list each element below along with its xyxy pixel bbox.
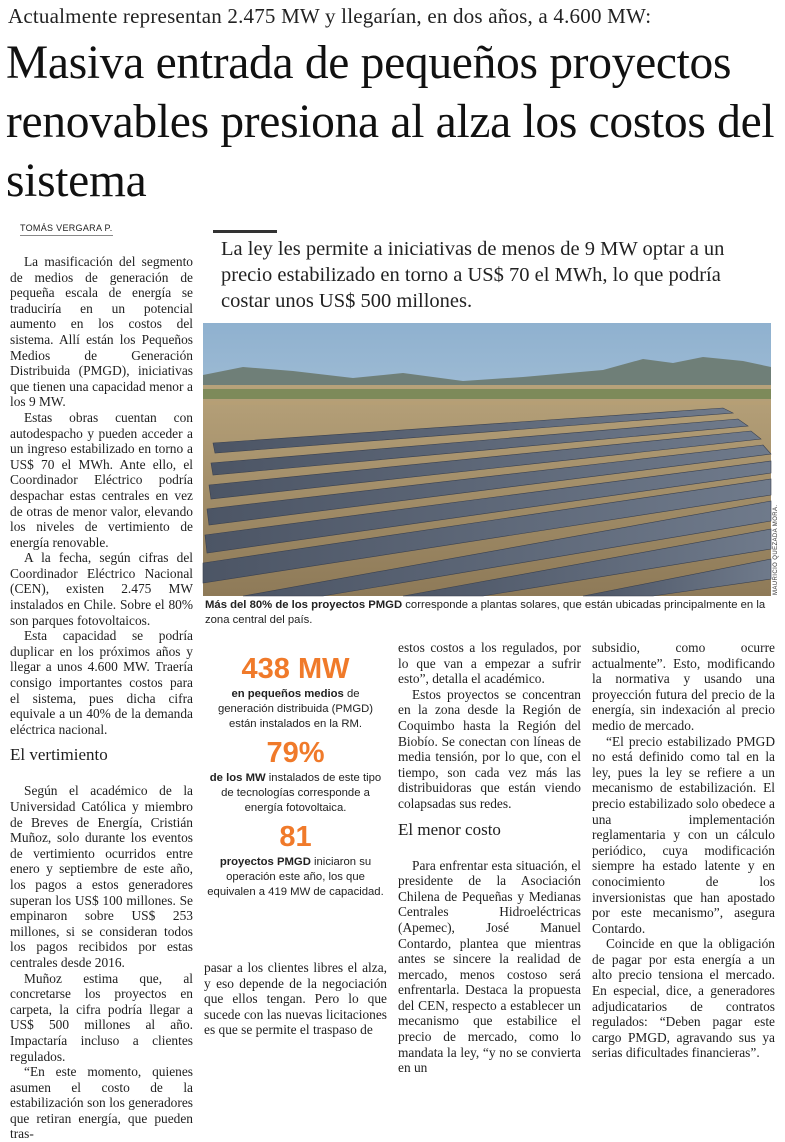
paragraph: estos costos a los regulados, por lo que van a empezar a sufrir esto”, detalla el académico. xyxy=(398,640,581,687)
paragraph: Estos proyectos se concentran en la zona desde la Región de Coquimbo hasta la Región del Biobío. Se conectan con líneas de media tensión, por lo que, con el tiempo, son cada vez más las distribuidoras que están viendo colapsadas sus redes. xyxy=(398,686,581,811)
photo-caption xyxy=(205,598,773,628)
fact-item xyxy=(204,820,387,900)
fact-figure: 438 MW xyxy=(241,653,350,685)
fact-description: proyectos PMGD iniciaron su operación este año, los que equivalen a 419 MW de capacidad. xyxy=(207,856,384,898)
section-heading: El vertimiento xyxy=(10,745,108,765)
caption-bold: Más del 80% de los proyectos PMGD xyxy=(205,599,403,611)
paragraph: Estas obras cuentan con autodespacho y pueden acceder a un ingreso estabilizado en torno a US$ 70 el MWh. Ante ello, el Coordinador Eléctrico podría despachar estas centrales en vez de otras de menor valor, elevando los niveles de vertimiento de energía renovable. xyxy=(10,409,193,550)
caption-text: corresponde a plantas solares, que están ubicadas principalmente en la zona central del país. xyxy=(205,599,766,626)
column-3 xyxy=(398,640,581,1076)
column-1 xyxy=(10,254,193,1142)
deck: La ley les permite a iniciativas de menos de 9 MW optar a un precio estabilizado en torno a US$ 70 el MWh, lo que podría costar unos US$ 500 millones. xyxy=(221,238,725,312)
fact-description: de los MW instalados de este tipo de tecnologías corresponde a energía fotovoltaica. xyxy=(209,772,382,814)
column-2-bottom xyxy=(204,960,387,1038)
paragraph: “En este momento, quienes asumen el costo de la estabilización son los generadores que retiran energía, que pueden tras- xyxy=(10,1064,193,1142)
paragraph: “El precio estabilizado PMGD no está definido como tal en la ley, pues la ley se refiere a un mecanismo de estabilización. El precio estabilizado solo obedece a una implementación reglamentaria y con un cálculo periódico, cuya modificación siempre ha estado latente y en conocimiento de los inversionistas que han apostado por este mecanismo”, asegura Contardo. xyxy=(592,733,775,936)
paragraph: La masificación del segmento de medios de generación de pequeña escala de energía se traduciría en un potencial aumento en los costos del sistema. Allí están los Pequeños Medios de Generación Distribuida (PMGD), iniciativas que tienen una capacidad menor a los 9 MW. xyxy=(10,254,193,410)
headline: Masiva entrada de pequeños proyectos renovables presiona al alza los costos del sistema xyxy=(6,37,775,207)
facts-box xyxy=(204,652,387,904)
paragraph: Muñoz estima que, al concretarse los proyectos en carpeta, la cifra podría llegar a US$ 500 millones al año. Impactaría incluso a clientes regulados. xyxy=(10,970,193,1064)
paragraph: pasar a los clientes libres el alza, y eso depende de la negociación que ellos tengan. Pero lo que sucede con las nuevas licitaciones es que se permite el traspaso de xyxy=(204,960,387,1038)
paragraph: Para enfrentar esta situación, el presidente de la Asociación Chilena de Pequeñas y Medianas Centrales Hidroeléctricas (Apemec), José Manuel Contardo, plantea que mientras antes se sincere la realidad de mercado, menos costoso será enfrentarla. Destaca la propuesta del CEN, respecto a establecer un mecanismo que estabilice el precio de mercado, como lo mandata la ley, “y no se convierta en un xyxy=(398,857,581,1076)
kicker: Actualmente representan 2.475 MW y llegarían, en dos años, a 4.600 MW: xyxy=(8,4,652,28)
photo-credit: MAURICIO QUEZADA MORA. xyxy=(773,504,779,595)
byline: TOMÁS VERGARA P. xyxy=(20,223,113,236)
fact-figure: 79% xyxy=(266,737,325,769)
paragraph: subsidio, como ocurre actualmente”. Esto, modificando la normativa y usando una proyección futura del precio de la energía, sin indexación al precio medio de mercado. xyxy=(592,640,775,733)
solar-farm-photo xyxy=(203,323,771,596)
fact-description: en pequeños medios de generación distribuida (PMGD) están instalados en la RM. xyxy=(217,688,374,730)
paragraph: Según el académico de la Universidad Católica y miembro de Breves de Energía, Cristián Muñoz, solo durante los eventos de vertimiento ocurridos entre enero y septiembre de este año, los pagos a estos generadores superan los US$ 100 millones. Se empinaron sobre US$ 253 millones, si se consideran todos los pagos recibidos por estas centrales desde 2016. xyxy=(10,783,193,970)
paragraph: Esta capacidad se podría duplicar en los próximos años y llegar a unos 4.600 MW. Traería consigo importantes costos para el sistema, pues dicha cifra equivale a un 40% de la demanda eléctrica nacional. xyxy=(10,628,193,737)
fact-item xyxy=(204,652,387,732)
fact-item xyxy=(204,736,387,816)
column-4 xyxy=(592,640,775,1061)
paragraph: A la fecha, según cifras del Coordinador Eléctrico Nacional (CEN), existen 2.475 MW instalados en Chile. Sobre el 80% son parques fotovoltaicos. xyxy=(10,550,193,628)
fact-figure: 81 xyxy=(279,821,312,853)
deck-rule xyxy=(213,230,277,233)
paragraph: Coincide en que la obligación de pagar por esta energía a un alto precio tensiona el mercado. En especial, dice, a generadores adjudicatarios de contratos regulados: “Deben pagar este cargo PMGD, agravando sus ya serias dificultades financieras”. xyxy=(592,936,775,1061)
section-heading: El menor costo xyxy=(398,819,501,839)
